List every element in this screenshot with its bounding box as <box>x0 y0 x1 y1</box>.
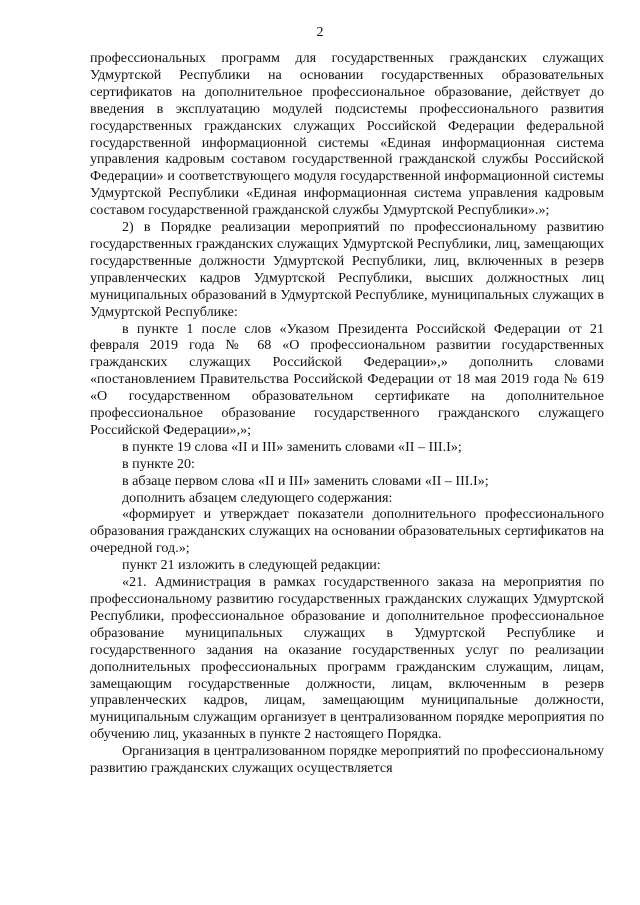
paragraph-point-21: пункт 21 изложить в следующей редакции: <box>122 557 381 574</box>
paragraph-point-21-text: «21. Администрация в рамках государственного заказа на мероприятия по профессиональному развитию государственных гражданских служащих Удмуртской Республики, профессиональное образование и дополнительное профессиональное образование муниципальных служащих в Удмуртской Республике и государственного задания на оказание государственных услуг по реализации дополнительных профессиональных программ гражданским служащим, лицам, замещающим государственные должности, лицам, включенным в резерв управленческих кадров, лицам, замещающим муниципальные должности, муниципальным служащим организует в централизованном порядке мероприятия по обучению лиц, указанных в пункте 2 настоящего Порядка. <box>90 574 604 743</box>
paragraph-point-19-amendment: в пункте 19 слова «II и III» заменить словами «II – III.I»; <box>122 438 462 455</box>
paragraph-continuation: профессиональных программ для государственных гражданских служащих Удмуртской Республики на основании государственных образовательных сертификатов на дополнительное профессиональное образование, действует до введения в эксплуатацию модулей подсистемы профессионального развития государственных гражданских служащих Российской Федерации федеральной государственной информационной системы «Единая информационная система управления кадровым составом государственной гражданской службы Российской Федерации» и соответствующего модуля государственной информационной системы Удмуртской Республики «Единая информационная система управления кадровым составом государственной гражданской службы Удмуртской Республики».»; <box>90 50 604 219</box>
paragraph-organization: Организация в централизованном порядке мероприятий по профессиональному развитию гражданских служащих осуществляется <box>90 743 604 777</box>
paragraph-first-abzac: в абзаце первом слова «II и III» заменить словами «II – III.I»; <box>122 472 489 489</box>
paragraph-add-abzac: дополнить абзацем следующего содержания: <box>122 489 393 506</box>
page-number: 2 <box>316 25 324 40</box>
paragraph-point-1-amendment: в пункте 1 после слов «Указом Президента Российской Федерации от 21 февраля 2019 года № 68 «О профессиональном развитии государственных гражданских служащих Российской Федерации»,» дополнить словами «постановлением Правительства Российской Федерации от 18 мая 2019 года № 619 «О государственном образовательном сертификате на дополнительное профессиональное образование государственного гражданского служащего Российской Федерации»,»; <box>90 320 604 438</box>
paragraph-item-2: 2) в Порядке реализации мероприятий по профессиональному развитию государственных гражданских служащих Удмуртской Республики, лиц, замещающих государственные должности Удмуртской Республики, лиц, включенных в резерв управленческих кадров Удмуртской Республики, высших должностных лиц муниципальных образований в Удмуртской Республике, муниципальных служащих в Удмуртской Республике: <box>90 219 605 320</box>
paragraph-new-abzac-text: «формирует и утверждает показатели дополнительного профессионального образования гражданских служащих на основании образовательных сертификатов на очередной год.»; <box>90 506 604 557</box>
document-body <box>90 50 604 777</box>
paragraph-point-20: в пункте 20: <box>122 455 195 472</box>
